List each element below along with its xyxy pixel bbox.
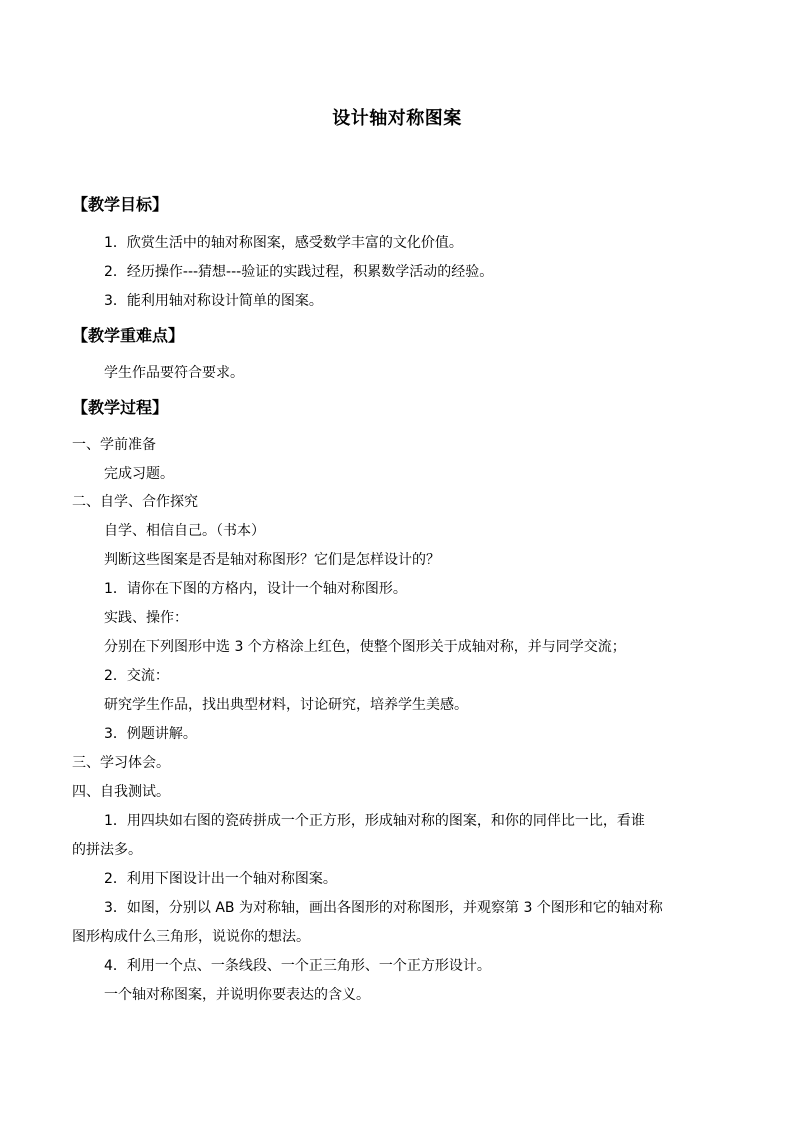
process-line: 2．交流： — [104, 668, 169, 684]
process-line: 2．利用下图设计出一个轴对称图案。 — [104, 871, 337, 887]
process-heading: 【教学过程】 — [72, 398, 169, 417]
key-points-text: 学生作品要符合要求。 — [104, 365, 244, 381]
process-line: 4．利用一个点、一条线段、一个正三角形、一个正方形设计。 — [104, 958, 491, 974]
process-line: 四、自我测试。 — [72, 784, 170, 800]
process-line: 判断这些图案是否是轴对称图形？它们是怎样设计的？ — [104, 552, 440, 568]
process-line: 二、自学、合作探究 — [72, 494, 198, 510]
process-line: 研究学生作品，找出典型材料，讨论研究，培养学生美感。 — [104, 697, 468, 713]
process-line: 一个轴对称图案，并说明你要表达的含义。 — [104, 987, 370, 1003]
page-title: 设计轴对称图案 — [332, 108, 462, 129]
process-line: 分别在下列图形中选 3 个方格涂上红色，使整个图形关于成轴对称，并与同学交流； — [104, 639, 626, 655]
process-line: 的拼法多。 — [72, 842, 142, 858]
key-points-heading: 【教学重难点】 — [72, 326, 185, 345]
objectives-heading: 【教学目标】 — [72, 195, 169, 214]
objective-item-3: 3．能利用轴对称设计简单的图案。 — [104, 293, 323, 309]
process-line: 1．请你在下图的方格内，设计一个轴对称图形。 — [104, 581, 407, 597]
process-line: 完成习题。 — [104, 466, 174, 482]
process-line: 自学、相信自己。（书本） — [104, 523, 265, 539]
process-line: 一、学前准备 — [72, 437, 156, 453]
objective-item-2: 2．经历操作---猜想---验证的实践过程，积累数学活动的经验。 — [104, 264, 494, 280]
process-line: 3．如图，分别以 AB 为对称轴，画出各图形的对称图形，并观察第 3 个图形和它的轴对称 — [104, 900, 663, 916]
process-line: 图形构成什么三角形，说说你的想法。 — [72, 929, 310, 945]
process-line: 3．例题讲解。 — [104, 726, 197, 742]
process-line: 实践、操作： — [104, 610, 188, 626]
process-line: 三、学习体会。 — [72, 755, 170, 771]
process-line: 1．用四块如右图的瓷砖拼成一个正方形，形成轴对称的图案，和你的同伴比一比，看谁 — [104, 813, 645, 829]
objective-item-1: 1．欣赏生活中的轴对称图案，感受数学丰富的文化价值。 — [104, 235, 463, 251]
